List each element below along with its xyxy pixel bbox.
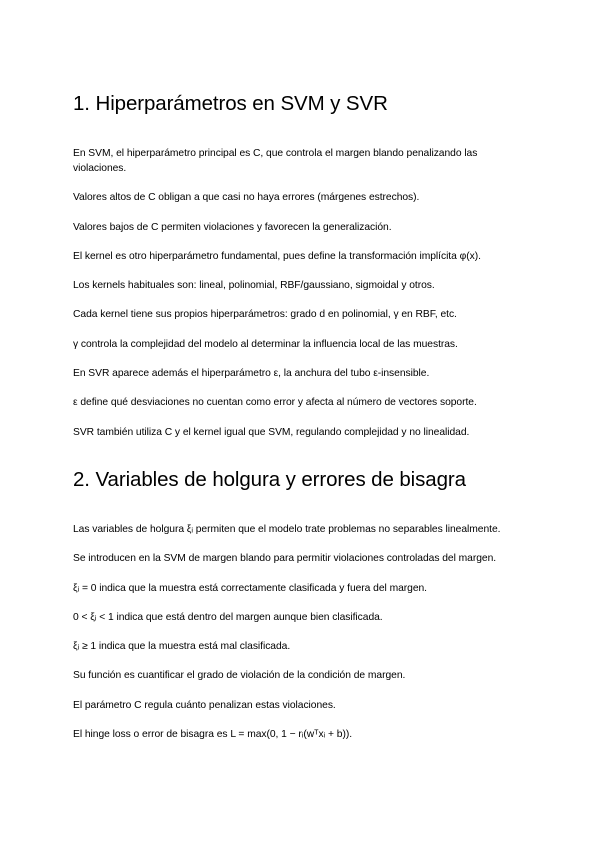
paragraph: γ controla la complejidad del modelo al determinar la influencia local de las muestras. — [73, 338, 458, 350]
section-heading: 1. Hiperparámetros en SVM y SVR — [73, 92, 388, 115]
paragraph: En SVM, el hiperparámetro principal es C, que controla el margen blando penalizando las violaciones. — [73, 148, 478, 174]
paragraph: Las variables de holgura ξᵢ permiten que el modelo trate problemas no separables linealmente. — [73, 524, 501, 535]
paragraph: Valores bajos de C permiten violaciones y favorecen la generalización. — [73, 221, 392, 233]
section-heading: 2. Variables de holgura y errores de bisagra — [73, 468, 466, 491]
paragraph: ξᵢ = 0 indica que la muestra está correctamente clasificada y fuera del margen. — [73, 582, 427, 594]
paragraph: Se introducen en la SVM de margen blando para permitir violaciones controladas del margen. — [73, 553, 497, 565]
paragraph: El parámetro C regula cuánto penalizan estas violaciones. — [73, 699, 336, 711]
paragraph: SVR también utiliza C y el kernel igual que SVM, regulando complejidad y no linealidad. — [73, 426, 470, 438]
section-variables-holgura — [73, 466, 523, 756]
paragraph: El hinge loss o error de bisagra es L = max(0, 1 − rᵢ(wᵀxᵢ + b)). — [73, 729, 353, 741]
paragraph: En SVR aparece además el hiperparámetro ε, la anchura del tubo ε-insensible. — [73, 368, 430, 380]
section-hiperparametros — [73, 90, 523, 454]
paragraph: ε define qué desviaciones no cuentan como error y afecta al número de vectores soporte. — [73, 397, 477, 409]
paragraph: El kernel es otro hiperparámetro fundamental, pues define la transformación implícita φ(x). — [73, 250, 481, 262]
paragraph: Su función es cuantificar el grado de violación de la condición de margen. — [73, 670, 406, 682]
paragraph: Valores altos de C obligan a que casi no haya errores (márgenes estrechos). — [73, 192, 420, 204]
paragraph: 0 < ξᵢ < 1 indica que está dentro del margen aunque bien clasificada. — [73, 611, 383, 623]
paragraph: ξᵢ ≥ 1 indica que la muestra está mal clasificada. — [73, 641, 291, 653]
paragraph: Cada kernel tiene sus propios hiperparámetros: grado d en polinomial, γ en RBF, etc. — [73, 309, 457, 321]
paragraph: Los kernels habituales son: lineal, polinomial, RBF/gaussiano, sigmoidal y otros. — [73, 280, 435, 292]
